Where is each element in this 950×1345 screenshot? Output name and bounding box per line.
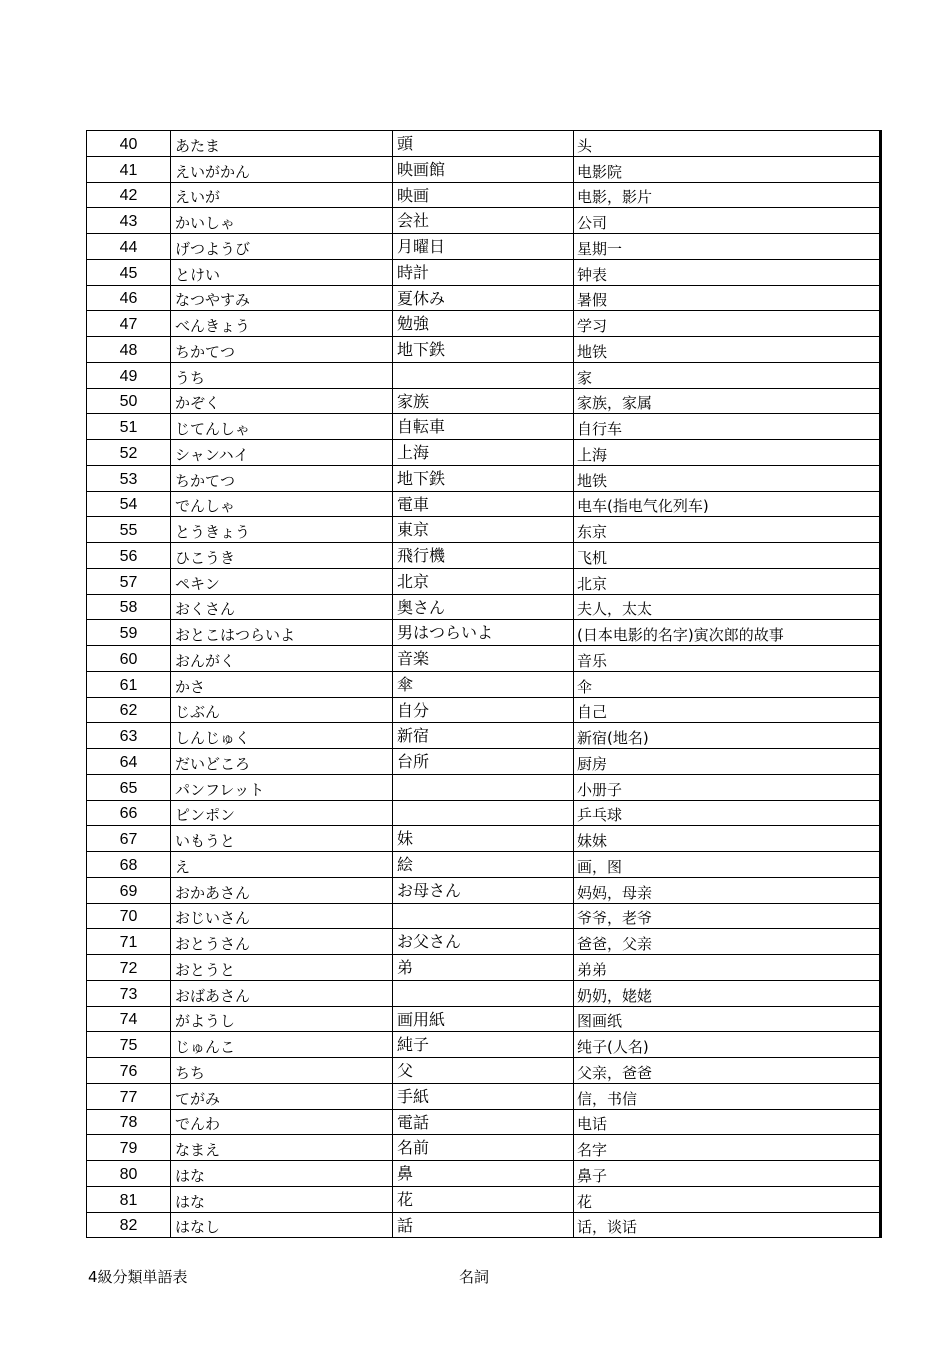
kana-reading: おんがく [171, 646, 393, 672]
row-number: 64 [87, 749, 171, 775]
kana-reading: かぞく [171, 388, 393, 414]
row-number: 80 [87, 1161, 171, 1187]
kana-reading: おくさん [171, 594, 393, 620]
kana-reading: え [171, 852, 393, 878]
kanji-word: 電話 [393, 1109, 574, 1135]
chinese-meaning: 东京 [574, 517, 881, 543]
kana-reading: じゅんこ [171, 1032, 393, 1058]
kanji-word [393, 800, 574, 826]
table-row [87, 749, 881, 775]
kanji-word: 夏休み [393, 285, 574, 311]
chinese-meaning: 电影，影片 [574, 182, 881, 208]
kanji-word: 電車 [393, 491, 574, 517]
chinese-meaning: 爷爷，老爷 [574, 903, 881, 929]
kana-reading: おとうと [171, 955, 393, 981]
table-row [87, 414, 881, 440]
chinese-meaning: 地铁 [574, 337, 881, 363]
table-row [87, 723, 881, 749]
table-row [87, 543, 881, 569]
table-row [87, 1186, 881, 1212]
table-row [87, 620, 881, 646]
vocabulary-table [86, 130, 882, 1238]
chinese-meaning: 图画纸 [574, 1006, 881, 1032]
row-number: 50 [87, 388, 171, 414]
kana-reading: いもうと [171, 826, 393, 852]
kanji-word [393, 903, 574, 929]
kana-reading: はな [171, 1186, 393, 1212]
table-row [87, 156, 881, 182]
kanji-word: 家族 [393, 388, 574, 414]
table-row [87, 929, 881, 955]
kana-reading: パンフレット [171, 774, 393, 800]
table-row [87, 826, 881, 852]
table-row [87, 1109, 881, 1135]
kanji-word: 自転車 [393, 414, 574, 440]
chinese-meaning: 伞 [574, 671, 881, 697]
kanji-word: 自分 [393, 697, 574, 723]
table-row [87, 980, 881, 1006]
kanji-word: 絵 [393, 852, 574, 878]
table-row [87, 1161, 881, 1187]
kanji-word: 台所 [393, 749, 574, 775]
row-number: 82 [87, 1212, 171, 1238]
table-row [87, 955, 881, 981]
kanji-word: 勉強 [393, 311, 574, 337]
row-number: 79 [87, 1135, 171, 1161]
row-number: 81 [87, 1186, 171, 1212]
kana-reading: えいがかん [171, 156, 393, 182]
kana-reading: はな [171, 1161, 393, 1187]
row-number: 71 [87, 929, 171, 955]
kana-reading: とうきょう [171, 517, 393, 543]
row-number: 42 [87, 182, 171, 208]
table-row [87, 465, 881, 491]
kana-reading: ペキン [171, 568, 393, 594]
row-number: 59 [87, 620, 171, 646]
chinese-meaning: 花 [574, 1186, 881, 1212]
row-number: 47 [87, 311, 171, 337]
table-row [87, 568, 881, 594]
row-number: 70 [87, 903, 171, 929]
chinese-meaning: 画，图 [574, 852, 881, 878]
kana-reading: でんしゃ [171, 491, 393, 517]
table-row [87, 517, 881, 543]
table-row [87, 1083, 881, 1109]
kana-reading: じぶん [171, 697, 393, 723]
kana-reading: シャンハイ [171, 440, 393, 466]
kanji-word: 花 [393, 1186, 574, 1212]
kanji-word: 時計 [393, 259, 574, 285]
kana-reading: てがみ [171, 1083, 393, 1109]
kanji-word: 上海 [393, 440, 574, 466]
kanji-word: 純子 [393, 1032, 574, 1058]
chinese-meaning: 学习 [574, 311, 881, 337]
kanji-word: お父さん [393, 929, 574, 955]
row-number: 45 [87, 259, 171, 285]
chinese-meaning: 钟表 [574, 259, 881, 285]
chinese-meaning: 妈妈，母亲 [574, 877, 881, 903]
kanji-word: 地下鉄 [393, 465, 574, 491]
chinese-meaning: 名字 [574, 1135, 881, 1161]
table-row [87, 774, 881, 800]
chinese-meaning: 电影院 [574, 156, 881, 182]
kana-reading: おとこはつらいよ [171, 620, 393, 646]
kana-reading: おかあさん [171, 877, 393, 903]
row-number: 57 [87, 568, 171, 594]
chinese-meaning: 爸爸，父亲 [574, 929, 881, 955]
kanji-word: 映画館 [393, 156, 574, 182]
kana-reading: なつやすみ [171, 285, 393, 311]
kana-reading: おじいさん [171, 903, 393, 929]
row-number: 74 [87, 1006, 171, 1032]
table-row [87, 491, 881, 517]
kanji-word: 話 [393, 1212, 574, 1238]
kana-reading: はなし [171, 1212, 393, 1238]
chinese-meaning: 妹妹 [574, 826, 881, 852]
row-number: 72 [87, 955, 171, 981]
kanji-word [393, 774, 574, 800]
row-number: 51 [87, 414, 171, 440]
kana-reading: なまえ [171, 1135, 393, 1161]
row-number: 41 [87, 156, 171, 182]
row-number: 49 [87, 362, 171, 388]
chinese-meaning: 父亲，爸爸 [574, 1058, 881, 1084]
row-number: 46 [87, 285, 171, 311]
kana-reading: でんわ [171, 1109, 393, 1135]
kanji-word [393, 362, 574, 388]
kanji-word [393, 980, 574, 1006]
kanji-word: 手紙 [393, 1083, 574, 1109]
kana-reading: じてんしゃ [171, 414, 393, 440]
row-number: 40 [87, 131, 171, 157]
chinese-meaning: 厨房 [574, 749, 881, 775]
row-number: 52 [87, 440, 171, 466]
kanji-word: 傘 [393, 671, 574, 697]
chinese-meaning: 乒乓球 [574, 800, 881, 826]
kana-reading: ちかてつ [171, 465, 393, 491]
table-row [87, 259, 881, 285]
chinese-meaning: 纯子(人名) [574, 1032, 881, 1058]
chinese-meaning: 公司 [574, 208, 881, 234]
kana-reading: しんじゅく [171, 723, 393, 749]
table-row [87, 1006, 881, 1032]
chinese-meaning: 电车(指电气化列车) [574, 491, 881, 517]
kana-reading: おばあさん [171, 980, 393, 1006]
table-row [87, 337, 881, 363]
row-number: 69 [87, 877, 171, 903]
kanji-word: 東京 [393, 517, 574, 543]
kana-reading: かいしゃ [171, 208, 393, 234]
table-row [87, 1032, 881, 1058]
kana-reading: あたま [171, 131, 393, 157]
kana-reading: ちち [171, 1058, 393, 1084]
chinese-meaning: 电话 [574, 1109, 881, 1135]
table-row [87, 1212, 881, 1238]
kana-reading: ピンポン [171, 800, 393, 826]
chinese-meaning: 星期一 [574, 234, 881, 260]
chinese-meaning: 自己 [574, 697, 881, 723]
chinese-meaning: 上海 [574, 440, 881, 466]
kana-reading: ちかてつ [171, 337, 393, 363]
chinese-meaning: 暑假 [574, 285, 881, 311]
chinese-meaning: 弟弟 [574, 955, 881, 981]
kana-reading: べんきょう [171, 311, 393, 337]
row-number: 60 [87, 646, 171, 672]
kana-reading: かさ [171, 671, 393, 697]
row-number: 63 [87, 723, 171, 749]
row-number: 61 [87, 671, 171, 697]
chinese-meaning: 家族，家属 [574, 388, 881, 414]
row-number: 43 [87, 208, 171, 234]
row-number: 67 [87, 826, 171, 852]
kanji-word: お母さん [393, 877, 574, 903]
row-number: 65 [87, 774, 171, 800]
vocabulary-table-body [87, 131, 881, 1238]
kanji-word: 弟 [393, 955, 574, 981]
kana-reading: げつようび [171, 234, 393, 260]
table-row [87, 646, 881, 672]
kanji-word: 画用紙 [393, 1006, 574, 1032]
kanji-word: 月曜日 [393, 234, 574, 260]
kanji-word: 奥さん [393, 594, 574, 620]
chinese-meaning: 自行车 [574, 414, 881, 440]
chinese-meaning: 飞机 [574, 543, 881, 569]
row-number: 77 [87, 1083, 171, 1109]
row-number: 75 [87, 1032, 171, 1058]
table-row [87, 1135, 881, 1161]
row-number: 53 [87, 465, 171, 491]
kanji-word: 映画 [393, 182, 574, 208]
table-row [87, 362, 881, 388]
kanji-word: 頭 [393, 131, 574, 157]
chinese-meaning: 地铁 [574, 465, 881, 491]
kanji-word: 男はつらいよ [393, 620, 574, 646]
row-number: 56 [87, 543, 171, 569]
chinese-meaning: 信，书信 [574, 1083, 881, 1109]
chinese-meaning: 新宿(地名) [574, 723, 881, 749]
table-row [87, 697, 881, 723]
chinese-meaning: 鼻子 [574, 1161, 881, 1187]
row-number: 78 [87, 1109, 171, 1135]
kanji-word: 新宿 [393, 723, 574, 749]
table-row [87, 311, 881, 337]
kanji-word: 会社 [393, 208, 574, 234]
table-row [87, 440, 881, 466]
chinese-meaning: 头 [574, 131, 881, 157]
table-row [87, 852, 881, 878]
chinese-meaning: 夫人，太太 [574, 594, 881, 620]
row-number: 58 [87, 594, 171, 620]
table-row [87, 903, 881, 929]
kanji-word: 飛行機 [393, 543, 574, 569]
kanji-word: 地下鉄 [393, 337, 574, 363]
row-number: 54 [87, 491, 171, 517]
kana-reading: えいが [171, 182, 393, 208]
kana-reading: とけい [171, 259, 393, 285]
kana-reading: がようし [171, 1006, 393, 1032]
row-number: 76 [87, 1058, 171, 1084]
table-row [87, 1058, 881, 1084]
kanji-word: 鼻 [393, 1161, 574, 1187]
row-number: 68 [87, 852, 171, 878]
row-number: 73 [87, 980, 171, 1006]
kana-reading: うち [171, 362, 393, 388]
kanji-word: 北京 [393, 568, 574, 594]
table-row [87, 208, 881, 234]
kana-reading: おとうさん [171, 929, 393, 955]
kana-reading: ひこうき [171, 543, 393, 569]
footer-category: 名詞 [459, 1268, 490, 1286]
table-row [87, 671, 881, 697]
chinese-meaning: 音乐 [574, 646, 881, 672]
chinese-meaning: 小册子 [574, 774, 881, 800]
chinese-meaning: 家 [574, 362, 881, 388]
table-row [87, 877, 881, 903]
footer-document-title: 4級分類単語表 [88, 1268, 188, 1286]
kanji-word: 名前 [393, 1135, 574, 1161]
row-number: 62 [87, 697, 171, 723]
row-number: 55 [87, 517, 171, 543]
row-number: 66 [87, 800, 171, 826]
table-row [87, 234, 881, 260]
table-row [87, 131, 881, 157]
table-row [87, 285, 881, 311]
table-row [87, 182, 881, 208]
row-number: 48 [87, 337, 171, 363]
chinese-meaning: 北京 [574, 568, 881, 594]
chinese-meaning: 话，谈话 [574, 1212, 881, 1238]
table-row [87, 594, 881, 620]
kanji-word: 妹 [393, 826, 574, 852]
row-number: 44 [87, 234, 171, 260]
chinese-meaning: 奶奶，姥姥 [574, 980, 881, 1006]
table-row [87, 388, 881, 414]
chinese-meaning: (日本电影的名字)寅次郎的故事 [574, 620, 881, 646]
kana-reading: だいどころ [171, 749, 393, 775]
kanji-word: 父 [393, 1058, 574, 1084]
kanji-word: 音楽 [393, 646, 574, 672]
table-row [87, 800, 881, 826]
